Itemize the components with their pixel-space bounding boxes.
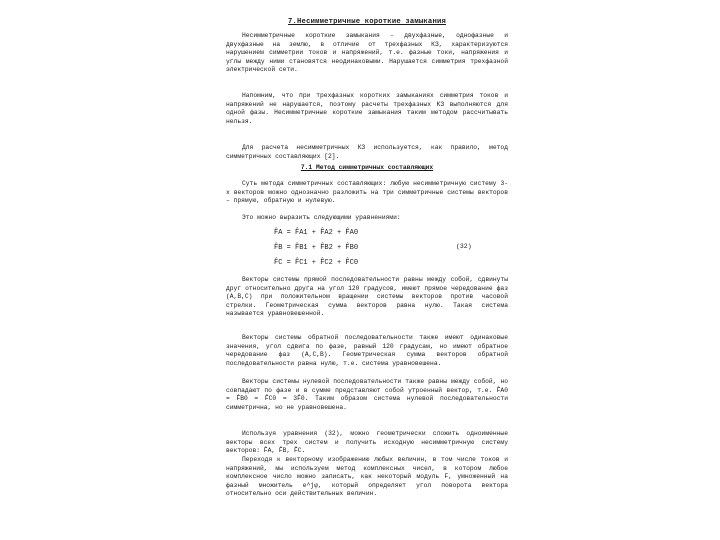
intro-paragraph-1: Несимметричные короткие замыкания – двухфазные, однофазные и двухфазные на землю, в отличие от трехфазных КЗ, характеризуются нарушением симметрии токов и напряжений, т.е. фазные токи, напряжения и углы между ними становятся неодинаковыми. Нарушается симметрия трехфазной электрической сети.	[226, 32, 508, 74]
equation-phase-a: F̂A = F̂A1 + F̂A2 + F̂A0	[274, 229, 359, 237]
equation-phase-b: F̂B = F̂B1 + F̂B2 + F̂B0	[274, 244, 359, 252]
zero-sequence-paragraph: Векторы системы нулевой последовательности также равны между собой, но совпадают по фазе и в сумме представляют собой утроенный вектор, т.е. F̂A0 = F̂B0 = F̂C0 = 3F̂0. Таким образом система нулевой последовательности симметрична, но не уравновешена.	[226, 378, 508, 411]
equations-intro: Это можно выразить следующими уравнениями:	[242, 214, 401, 221]
intro-paragraph-3: Для расчета несимметричных КЗ используется, как правило, метод симметричных составляющих [2].	[226, 144, 508, 160]
summation-paragraph: Используя уравнения (32), можно геометрически сложить одноименные векторы всех трех систем и получить исходную несимметричную систему векторов: F̂A, F̂B, F̂C.	[226, 430, 508, 455]
subsection-title: 7.1 Метод симметричных составляющих	[300, 164, 434, 171]
intro-paragraph-2: Напомним, что при трехфазных коротких замыканиях симметрия токов и напряжений не нарушается, поэтому расчеты трехфазных КЗ выполняются для одной фазы. Несимметричные короткие замыкания таким методом рассчитывать нельзя.	[226, 92, 508, 125]
equation-block	[274, 226, 358, 271]
negative-sequence-paragraph: Векторы системы обратной последовательности также имеют одинаковые значения, угол сдвига по фазе, равный 120 градусам, но имеют обратное чередование фаз (А,С,В). Геометрическая сумма векторов обратной последовательности равна нулю, т.е. система уравновешена.	[226, 334, 508, 367]
equation-phase-c: F̂C = F̂C1 + F̂C2 + F̂C0	[274, 259, 359, 267]
method-paragraph: Суть метода симметричных составляющих: любую несимметричную систему 3-х векторов можно однозначно разложить на три симметричные системы векторов – прямую, обратную и нулевую.	[226, 180, 508, 205]
document-page	[226, 14, 508, 524]
section-title: 7.Несимметричные короткие замыкания	[288, 18, 446, 26]
equation-number: (32)	[456, 243, 472, 250]
positive-sequence-paragraph: Векторы системы прямой последовательности равны между собой, сдвинуты друг относительно друга на угол 120 градусов, имеют прямое чередование фаз (А,В,С) при положительном вращении системы векторов против часовой стрелки. Геометрическая сумма векторов равна нулю. Такая система называется уравновешенной.	[226, 276, 508, 318]
complex-numbers-paragraph: Переходя к векторному изображению любых величин, в том числе токов и напряжений, мы используем метод комплексных чисел, в котором любое комплексное число можно записать, как некоторый модуль F, умноженный на фазный множитель e^jφ, который определяет угол поворота вектора относительно оси действительных величин.	[226, 456, 508, 498]
